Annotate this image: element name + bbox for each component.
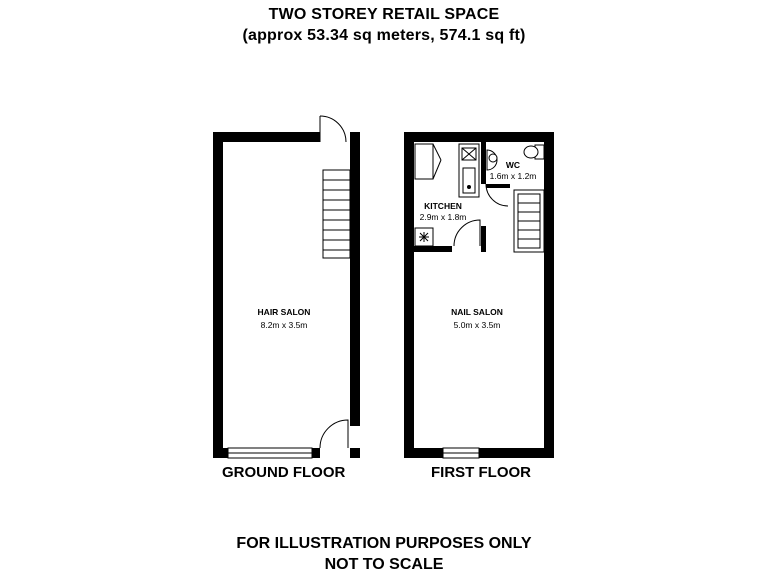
kitchen-fixtures bbox=[415, 144, 479, 246]
first-floor-staircase bbox=[514, 190, 544, 252]
room-name-nail-salon: NAIL SALON bbox=[451, 307, 503, 317]
ground-floor-plan bbox=[213, 116, 360, 458]
room-dimensions-kitchen: 2.9m x 1.8m bbox=[419, 212, 467, 222]
room-name-wc: WC bbox=[505, 160, 521, 170]
kitchen-counter-icon bbox=[415, 144, 433, 179]
room-dimensions-nail-salon: 5.0m x 3.5m bbox=[453, 320, 501, 330]
plan-area-subtitle: (approx 53.34 sq meters, 574.1 sq ft) bbox=[242, 27, 526, 44]
toilet-bowl-icon bbox=[524, 146, 538, 158]
plan-title: TWO STOREY RETAIL SPACE bbox=[268, 6, 500, 23]
room-name-hair-salon: HAIR SALON bbox=[257, 307, 311, 317]
ground-floor-staircase bbox=[323, 170, 350, 258]
rear-door-icon bbox=[320, 420, 348, 448]
ground-floor-label: GROUND FLOOR bbox=[222, 464, 346, 481]
hob-burner-icon bbox=[419, 232, 429, 242]
room-dimensions-wc: 1.6m x 1.2m bbox=[489, 171, 537, 181]
first-floor-plan bbox=[404, 132, 554, 458]
disclaimer-line-2: NOT TO SCALE bbox=[324, 556, 444, 573]
kitchen-door-icon bbox=[454, 220, 480, 246]
first-floor-label: FIRST FLOOR bbox=[431, 464, 531, 481]
room-dimensions-hair-salon: 8.2m x 3.5m bbox=[260, 320, 308, 330]
room-name-kitchen: KITCHEN bbox=[424, 201, 462, 211]
disclaimer-line-1: FOR ILLUSTRATION PURPOSES ONLY bbox=[236, 535, 532, 552]
